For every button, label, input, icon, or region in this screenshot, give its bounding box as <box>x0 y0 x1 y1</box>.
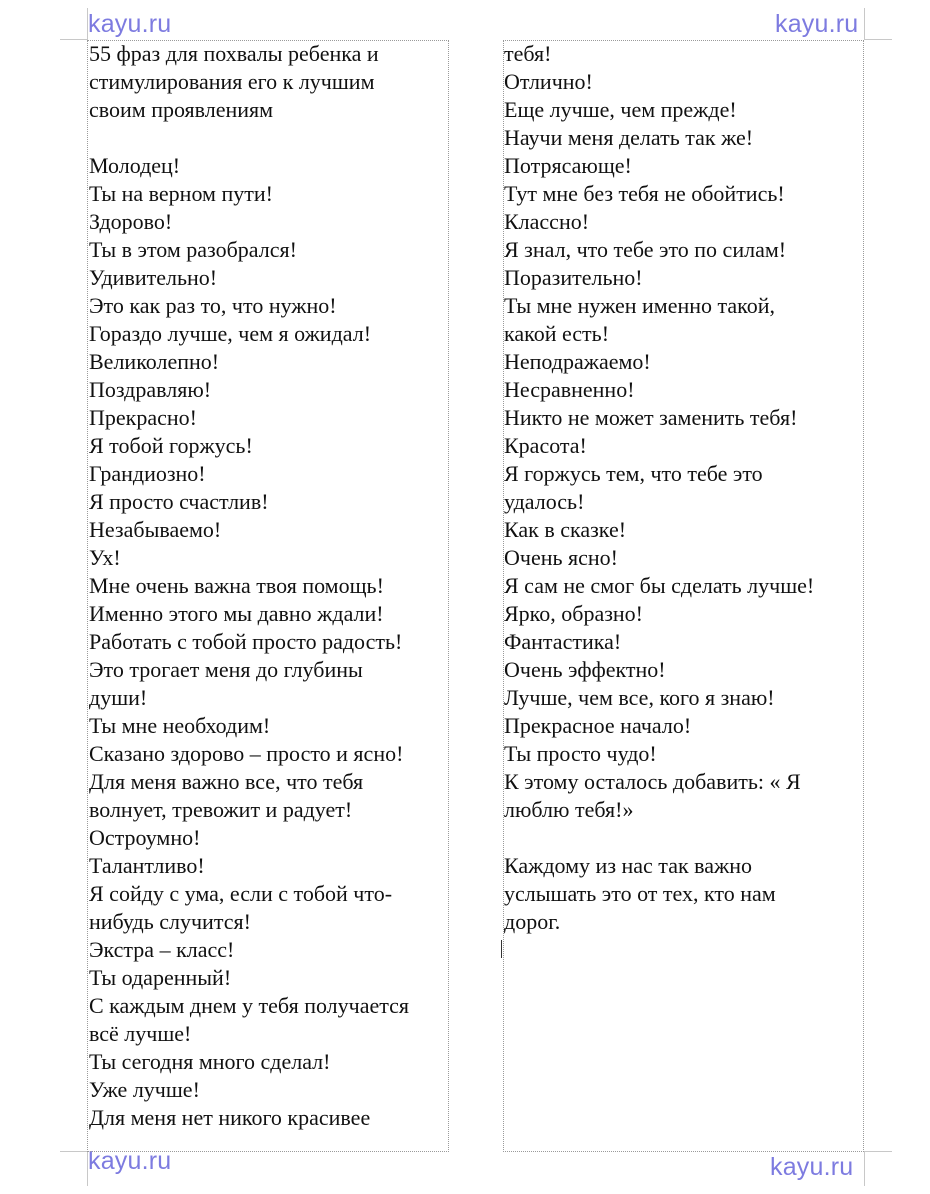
watermark-top-left: kayu.ru <box>88 10 172 38</box>
text-line: Лучше, чем все, кого я знаю! <box>504 685 775 710</box>
text-line: Именно этого мы давно ждали! <box>89 601 384 626</box>
text-line: Удивительно! <box>89 265 218 290</box>
text-line: Это трогает меня до глубины <box>89 657 363 682</box>
text-line: Ярко, образно! <box>504 601 643 626</box>
text-line: люблю тебя!» <box>504 797 634 822</box>
text-line: волнует, тревожит и радует! <box>89 797 353 822</box>
text-line: Я сам не смог бы сделать лучше! <box>504 573 815 598</box>
text-line: 55 фраз для похвалы ребенка и <box>89 41 379 66</box>
text-line: Потрясающе! <box>504 153 632 178</box>
text-line: Красота! <box>504 433 587 458</box>
watermark-bottom-right: kayu.ru <box>770 1153 854 1181</box>
text-line: Каждому из нас так важно <box>504 853 752 878</box>
text-line: нибудь случится! <box>89 909 251 934</box>
text-line: Поздравляю! <box>89 377 212 402</box>
text-line: Работать с тобой просто радость! <box>89 629 403 654</box>
text-line: Я знал, что тебе это по силам! <box>504 237 787 262</box>
text-line: какой есть! <box>504 321 610 346</box>
text-line: Неподражаемо! <box>504 349 651 374</box>
text-line: Мне очень важна твоя помощь! <box>89 573 384 598</box>
text-line: Научи меня делать так же! <box>504 125 754 150</box>
text-line: Ты мне необходим! <box>89 713 271 738</box>
left-column-text[interactable] <box>89 40 447 1132</box>
margin-guide-bottom-left <box>60 1151 88 1152</box>
margin-guide-top-left <box>60 39 88 40</box>
text-line: своим проявлениям <box>89 97 274 122</box>
text-line: Талантливо! <box>89 853 205 878</box>
text-line: Ты в этом разобрался! <box>89 237 297 262</box>
right-column-text[interactable] <box>504 40 862 936</box>
text-line: Ты сегодня много сделал! <box>89 1049 331 1074</box>
text-line: Еще лучше, чем прежде! <box>504 97 737 122</box>
text-cursor <box>501 940 502 958</box>
text-line: Ух! <box>89 545 121 570</box>
text-line: всё лучше! <box>89 1021 192 1046</box>
text-line: Уже лучше! <box>89 1077 200 1102</box>
text-line: услышать это от тех, кто нам <box>504 881 776 906</box>
text-line: Экстра – класс! <box>89 937 235 962</box>
text-line: Очень эффектно! <box>504 657 666 682</box>
margin-guide-vertical-bottom-right <box>864 1152 865 1186</box>
margin-guide-top-right <box>864 39 892 40</box>
watermark-top-right: kayu.ru <box>775 10 859 38</box>
text-line: Я сойду с ума, если с тобой что- <box>89 881 393 906</box>
margin-guide-bottom-right <box>864 1151 892 1152</box>
text-line: Великолепно! <box>89 349 220 374</box>
text-line: Я горжусь тем, что тебе это <box>504 461 763 486</box>
text-line: К этому осталось добавить: « Я <box>504 769 801 794</box>
watermark-bottom-left: kayu.ru <box>88 1147 172 1175</box>
text-line: Прекрасно! <box>89 405 197 430</box>
text-line: Для меня нет никого красивее <box>89 1105 371 1130</box>
text-line: Как в сказке! <box>504 517 627 542</box>
text-line: Ты просто чудо! <box>504 741 657 766</box>
text-line: Грандиозно! <box>89 461 206 486</box>
text-line: Ты мне нужен именно такой, <box>504 293 776 318</box>
text-line: Отлично! <box>504 69 593 94</box>
text-line: Я просто счастлив! <box>89 489 269 514</box>
text-line: Я тобой горжусь! <box>89 433 253 458</box>
text-line: Поразительно! <box>504 265 643 290</box>
text-line: С каждым днем у тебя получается <box>89 993 410 1018</box>
text-line: Гораздо лучше, чем я ожидал! <box>89 321 372 346</box>
text-line: Остроумно! <box>89 825 201 850</box>
text-line: Ты одаренный! <box>89 965 232 990</box>
text-line: Несравненно! <box>504 377 635 402</box>
text-line: удалось! <box>504 489 585 514</box>
text-line: тебя! <box>504 41 552 66</box>
text-line: Это как раз то, что нужно! <box>89 293 337 318</box>
text-line: дорог. <box>504 909 561 934</box>
text-line: Классно! <box>504 209 590 234</box>
margin-guide-vertical-right <box>864 8 865 40</box>
text-line: Тут мне без тебя не обойтись! <box>504 181 785 206</box>
blank-line <box>504 824 862 852</box>
margin-guide-vertical-left <box>87 8 88 40</box>
text-line: Сказано здорово – просто и ясно! <box>89 741 404 766</box>
text-line: Ты на верном пути! <box>89 181 273 206</box>
blank-line <box>89 124 447 152</box>
text-line: Молодец! <box>89 153 181 178</box>
text-line: Фантастика! <box>504 629 622 654</box>
text-line: стимулирования его к лучшим <box>89 69 375 94</box>
margin-guide-vertical-bottom-left <box>87 1152 88 1186</box>
text-line: Прекрасное начало! <box>504 713 692 738</box>
text-line: Очень ясно! <box>504 545 619 570</box>
text-line: Незабываемо! <box>89 517 222 542</box>
text-line: Здорово! <box>89 209 173 234</box>
text-line: Никто не может заменить тебя! <box>504 405 798 430</box>
text-line: души! <box>89 685 148 710</box>
text-line: Для меня важно все, что тебя <box>89 769 364 794</box>
